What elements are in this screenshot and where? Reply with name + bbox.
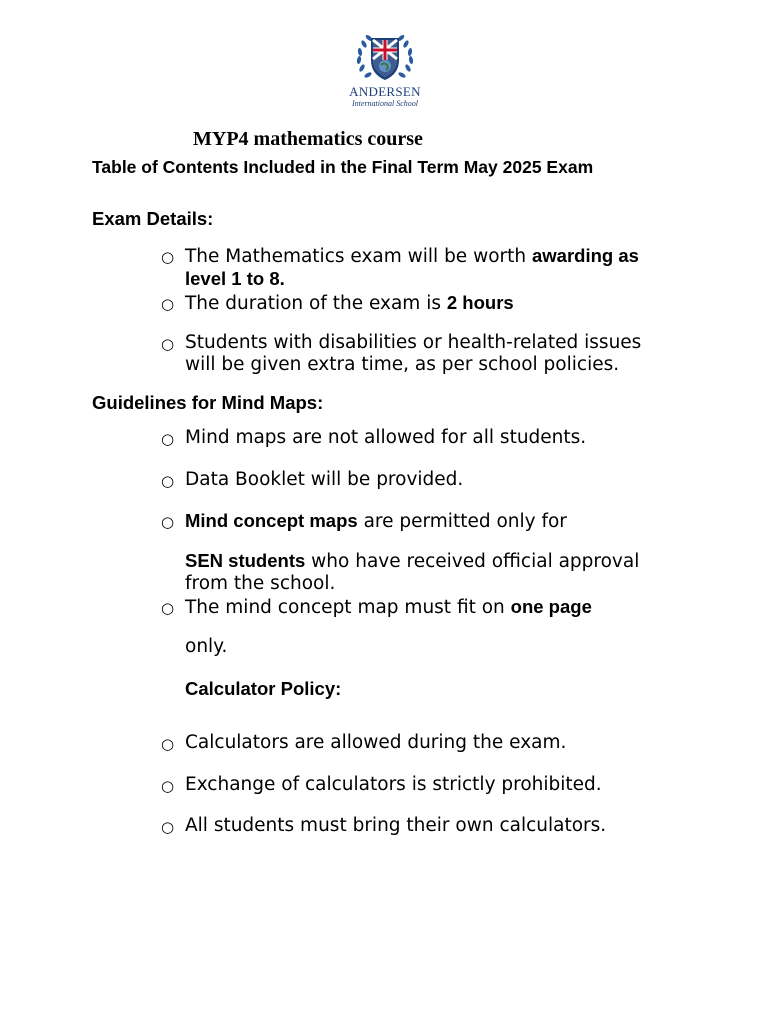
page-title: MYP4 mathematics course: [193, 128, 423, 150]
concept-maps-line: [185, 510, 567, 532]
bullet-icon: ○: [161, 818, 175, 836]
one-page-text: The mind concept map must fit on: [185, 597, 511, 618]
calculators-exchange: Exchange of calculators is strictly prohibited.: [185, 774, 602, 795]
sen-students-line: [185, 550, 639, 572]
bullet-icon: ○: [161, 777, 175, 795]
bullet-icon: ○: [161, 430, 175, 448]
one-page-bold: one page: [510, 596, 592, 617]
logo-subtitle: International School: [352, 99, 418, 108]
calculators-allowed: Calculators are allowed during the exam.: [185, 732, 567, 753]
bullet-icon: ○: [161, 472, 175, 490]
exam-worth-bold: awarding as: [531, 245, 639, 266]
concept-maps-bold: Mind concept maps: [185, 510, 358, 531]
sen-students-line2: from the school.: [185, 573, 336, 594]
exam-worth-text: The Mathematics exam will be worth: [185, 246, 532, 267]
school-crest-icon: [340, 30, 430, 86]
calculator-policy-heading: Calculator Policy:: [185, 678, 342, 699]
logo-name: ANDERSEN: [349, 84, 421, 99]
bullet-icon: ○: [161, 335, 175, 353]
bullet-icon: ○: [161, 295, 175, 313]
exam-worth-line: [185, 245, 639, 267]
mind-maps-heading: Guidelines for Mind Maps:: [92, 392, 324, 413]
exam-duration-bold: 2 hours: [446, 292, 514, 313]
concept-maps-text: are permitted only for: [357, 511, 567, 532]
bullet-icon: ○: [161, 248, 175, 266]
sen-students-bold: SEN students: [185, 550, 306, 571]
exam-duration-line: [185, 292, 514, 314]
calculators-own: All students must bring their own calculators.: [185, 815, 607, 836]
exam-disabilities-line1: Students with disabilities or health-related issues: [185, 332, 642, 353]
bullet-icon: ○: [161, 599, 175, 617]
school-logo: [340, 30, 430, 110]
exam-details-heading: Exam Details:: [92, 208, 214, 229]
bullet-icon: ○: [161, 735, 175, 753]
exam-disabilities-line2: will be given extra time, as per school policies.: [185, 354, 620, 375]
mind-maps-not-allowed: Mind maps are not allowed for all students.: [185, 427, 587, 448]
bullet-icon: ○: [161, 513, 175, 531]
sen-students-text: who have received official approval: [305, 551, 640, 572]
exam-worth-level: level 1 to 8.: [185, 268, 285, 289]
exam-duration-text: The duration of the exam is: [185, 293, 447, 314]
one-page-line2: only.: [185, 636, 228, 657]
data-booklet-line: Data Booklet will be provided.: [185, 469, 464, 490]
one-page-line: [185, 596, 592, 618]
page-subtitle: Table of Contents Included in the Final Term May 2025 Exam: [92, 157, 594, 177]
